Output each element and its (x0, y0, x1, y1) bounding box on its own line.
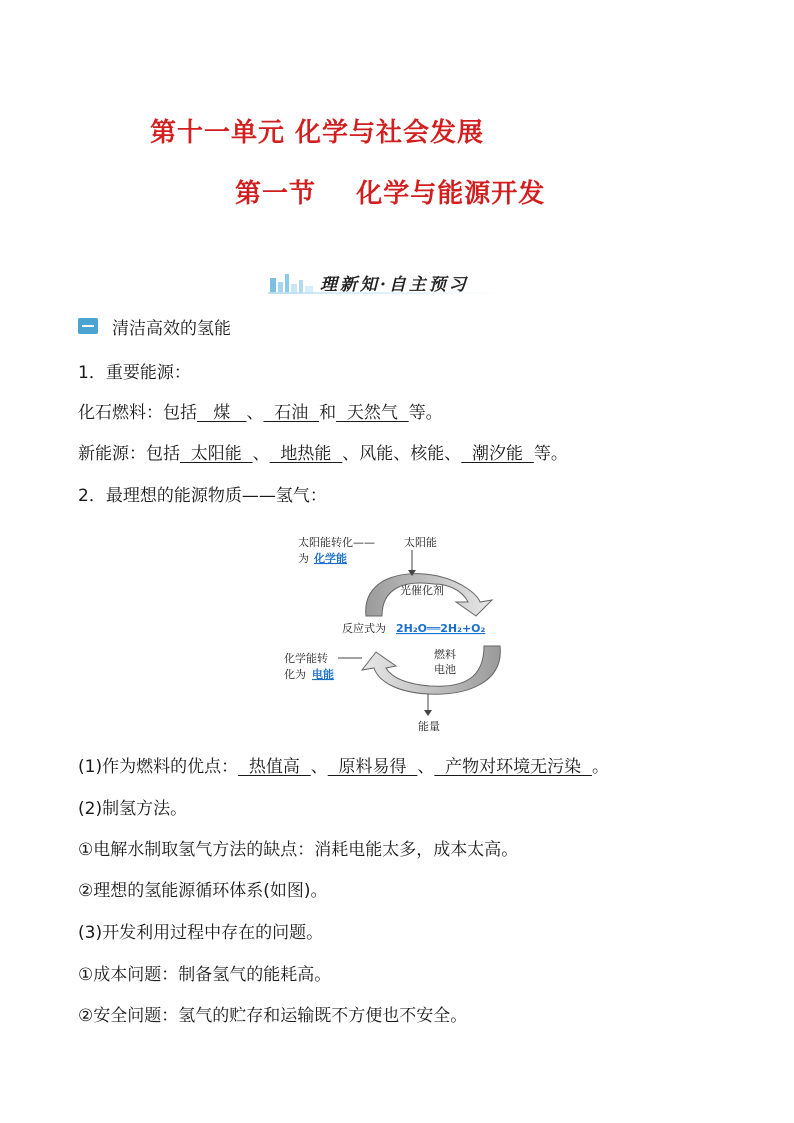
section-banner (268, 268, 500, 296)
paragraph: (3)开发利用过程中存在的问题。 (78, 923, 324, 943)
paragraph: (2)制氢方法。 (78, 799, 188, 819)
paragraph: ①成本问题：制备氢气的能耗高。 (78, 965, 332, 985)
fig-blank-chemical-energy: 化学能 (314, 552, 347, 565)
text: 等。 (408, 403, 443, 423)
text: 、 (417, 757, 435, 777)
answer-blank: 天然气 (336, 403, 409, 423)
fig-label-top-left-1: 太阳能转化—— (298, 536, 375, 549)
fig-label-bottom-left-1: 化学能转 (284, 652, 328, 665)
unit-title: 第十一单元 化学与社会发展 (150, 118, 485, 148)
fig-arrowhead-down-icon (424, 710, 432, 716)
text: 、风能、核能、 (342, 444, 462, 464)
text: 、 (252, 444, 270, 464)
fig-reaction-equation: 2H₂O══2H₂+O₂ (396, 622, 486, 635)
answer-blank: 潮汐能 (461, 444, 534, 464)
answer-blank: 原料易得 (327, 757, 418, 777)
text: 化石燃料：包括 (78, 403, 197, 423)
text: (1)作为燃料的优点： (78, 757, 239, 777)
bottom-cycle-arrow-icon (362, 646, 500, 694)
text: 等。 (533, 444, 568, 464)
text: 新能源：包括 (78, 444, 180, 464)
answer-blank: 热值高 (238, 757, 311, 777)
answer-blank: 石油 (263, 403, 320, 423)
answer-blank: 产物对环境无污染 (434, 757, 592, 777)
advantages-line (78, 752, 609, 777)
item2-heading: 2．最理想的能源物质——氢气： (78, 486, 327, 506)
answer-blank: 煤 (197, 403, 247, 423)
answer-blank: 地热能 (269, 444, 343, 464)
fig-label-bottom-left-2: 化为 (284, 668, 306, 681)
paragraph: ①电解水制取氢气方法的缺点：消耗电能太多，成本太高。 (78, 840, 519, 860)
part-title: 清洁高效的氢能 (112, 318, 231, 339)
section-title: 第一节 化学与能源开发 (235, 179, 546, 209)
text: 、 (310, 757, 328, 777)
answer-blank: 太阳能 (180, 444, 253, 464)
fig-label-energy: 能量 (418, 720, 440, 733)
fig-label-top-left-2: 为 (298, 552, 309, 565)
section-number-badge-icon (78, 318, 98, 334)
fig-reaction-prefix: 反应式为 (342, 622, 386, 635)
item1-heading: 1．重要能源： (78, 363, 191, 383)
fig-label-catalyst: 光催化剂 (400, 584, 444, 597)
text: 。 (591, 757, 609, 777)
banner-label: 理新知·自主预习 (320, 275, 469, 295)
text: 、 (246, 403, 264, 423)
paragraph: ②安全问题：氢气的贮存和运输既不方便也不安全。 (78, 1006, 468, 1026)
fig-blank-electric-energy: 电能 (312, 668, 334, 681)
hydrogen-cycle-diagram (278, 528, 503, 738)
new-energy-line (78, 439, 568, 464)
fig-label-sun: 太阳能 (404, 536, 437, 549)
fig-label-fuel-cell-2: 电池 (434, 663, 456, 676)
text: 和 (319, 403, 337, 423)
fossil-fuel-line (78, 398, 443, 423)
part-heading (78, 315, 231, 337)
paragraph: ②理想的氢能源循环体系(如图)。 (78, 881, 328, 901)
fig-label-fuel-cell-1: 燃料 (434, 648, 456, 661)
